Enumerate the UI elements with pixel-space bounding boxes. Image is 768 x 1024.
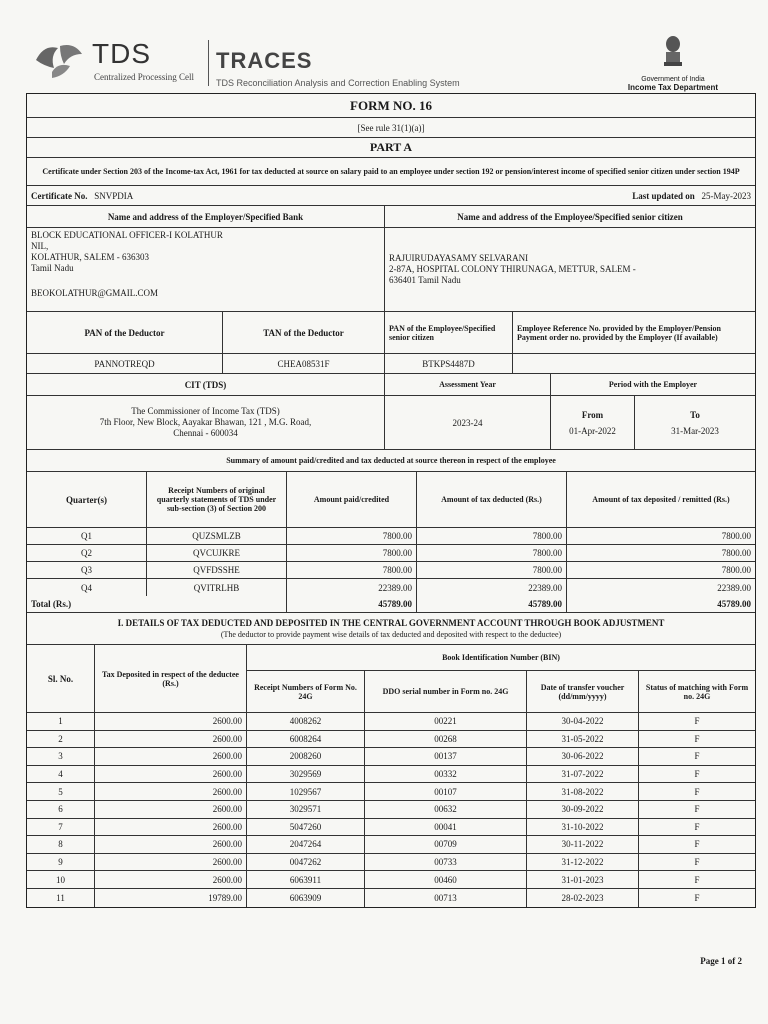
quarter-cell: Q2 (27, 545, 147, 561)
table-row (27, 528, 755, 545)
employee-address (385, 228, 755, 311)
cit-line3: Chennai - 600034 (173, 428, 238, 438)
emp-ref-label: Employee Reference No. provided by the Employer/Pension Payment order no. provided by the Employer (If available) (517, 323, 721, 342)
receipt-cell: 1029567 (247, 783, 365, 800)
traces-title: TRACES (216, 48, 313, 73)
bin-group (247, 645, 755, 712)
receipt-cell: 6008264 (247, 731, 365, 748)
table-row (27, 766, 755, 784)
table-row (27, 713, 755, 731)
sl-cell: 4 (27, 766, 95, 783)
date-cell: 30-09-2022 (527, 801, 639, 818)
pan-deductor: PANNOTREQD (27, 354, 223, 373)
period-to (635, 396, 755, 449)
tan-deductor: CHEA08531F (223, 354, 385, 373)
tds-logo-icon (30, 38, 86, 82)
national-emblem-icon (660, 34, 686, 70)
cit-line2: 7th Floor, New Block, Aayakar Bhawan, 121 , M.G. Road, (99, 417, 312, 427)
last-updated (632, 191, 751, 201)
table-row (27, 545, 755, 562)
status-cell: F (694, 821, 700, 832)
bin-h-sl: Sl. No. (27, 645, 95, 712)
status-cell: F (694, 769, 700, 780)
last-updated-label: Last updated on (632, 190, 695, 201)
ddo-cell: 00332 (365, 766, 527, 783)
to-value: 31-Mar-2023 (671, 425, 719, 436)
table-row (27, 854, 755, 872)
sl-cell: 1 (27, 713, 95, 730)
tax-cell: 2600.00 (95, 801, 247, 818)
to-label: To (690, 409, 700, 420)
date-cell: 31-05-2022 (527, 731, 639, 748)
employer-addr2: KOLATHUR, SALEM - 636303 (31, 252, 149, 262)
table-row (27, 731, 755, 749)
status-cell: F (694, 786, 700, 797)
employee-name: RAJUIRUDAYASAMY SELVARANI (389, 253, 529, 263)
employer-name: BLOCK EDUCATIONAL OFFICER-I KOLATHUR (31, 230, 223, 240)
ddo-cell: 00041 (365, 819, 527, 836)
tax-cell: 19789.00 (95, 889, 247, 907)
pan-employee: BTKPS4487D (385, 354, 513, 373)
date-cell: 31-07-2022 (527, 766, 639, 783)
sum-h-deducted: Amount of tax deducted (Rs.) (417, 472, 567, 527)
traces-subtitle: TDS Reconciliation Analysis and Correction Enabling System (216, 78, 460, 88)
ddo-cell: 00107 (365, 783, 527, 800)
status-cell: F (694, 839, 700, 850)
tax-cell: 2600.00 (95, 871, 247, 888)
receipt-cell: QVCUJKRE (147, 545, 287, 561)
last-updated-value: 25-May-2023 (701, 190, 751, 201)
total-paid: 45789.00 (287, 596, 417, 612)
table-row (27, 801, 755, 819)
bin-h-status: Status of matching with Form no. 24G (645, 682, 749, 701)
assessment-year: 2023-24 (385, 396, 551, 449)
from-label: From (581, 409, 604, 420)
tax-cell: 2600.00 (95, 766, 247, 783)
paid-cell: 7800.00 (287, 562, 417, 578)
goi-line: Government of India (641, 76, 705, 83)
receipt-cell: QVITRLHB (147, 579, 287, 596)
sum-h-quarter: Quarter(s) (27, 472, 147, 527)
table-row (27, 579, 755, 596)
status-cell: F (694, 733, 700, 744)
sum-h-paid: Amount paid/credited (287, 472, 417, 527)
period-label: Period with the Employer (608, 380, 698, 389)
date-cell: 31-08-2022 (527, 783, 639, 800)
status-cell: F (694, 874, 700, 885)
employer-addr3: Tamil Nadu (31, 263, 74, 273)
ddo-cell: 00221 (365, 713, 527, 730)
paid-cell: 22389.00 (287, 579, 417, 596)
table-row (27, 783, 755, 801)
cit-line1: The Commissioner of Income Tax (TDS) (131, 406, 280, 416)
bin-h-date: Date of transfer voucher (dd/mm/yyyy) (527, 671, 639, 712)
status-cell: F (694, 716, 700, 727)
deducted-cell: 22389.00 (417, 579, 567, 596)
receipt-cell: 6063909 (247, 889, 365, 907)
ddo-cell: 00632 (365, 801, 527, 818)
deposited-cell: 22389.00 (717, 582, 751, 593)
receipt-cell: QUZSMLZB (147, 528, 287, 544)
receipt-cell: 0047262 (247, 854, 365, 871)
cit-address (27, 396, 385, 449)
deducted-cell: 7800.00 (417, 562, 567, 578)
paid-cell: 7800.00 (287, 528, 417, 544)
employer-addr1: NIL, (31, 241, 49, 251)
certificate-no (31, 191, 133, 201)
bin-rows (27, 713, 755, 907)
bin-h-group: Book Identification Number (BIN) (247, 645, 755, 671)
sl-cell: 9 (27, 854, 95, 871)
receipt-cell: 5047260 (247, 819, 365, 836)
date-cell: 28-02-2023 (527, 889, 639, 907)
ddo-cell: 00460 (365, 871, 527, 888)
date-cell: 30-04-2022 (527, 713, 639, 730)
sl-cell: 3 (27, 748, 95, 765)
sl-cell: 11 (27, 889, 95, 907)
status-cell: F (694, 892, 700, 903)
tax-cell: 2600.00 (95, 836, 247, 853)
certificate-row (27, 186, 755, 205)
status-cell: F (694, 857, 700, 868)
sl-cell: 10 (27, 871, 95, 888)
tds-subtitle: Centralized Processing Cell (94, 72, 194, 82)
ddo-cell: 00268 (365, 731, 527, 748)
deposited-cell: 7800.00 (721, 548, 751, 558)
tax-cell: 2600.00 (95, 713, 247, 730)
bin-h-receipt: Receipt Numbers of Form No. 24G (247, 671, 365, 712)
quarter-cell: Q4 (27, 579, 147, 596)
ddo-cell: 00709 (365, 836, 527, 853)
ay-label: Assessment Year (385, 374, 551, 395)
total-label: Total (Rs.) (27, 596, 287, 612)
total-deposited: 45789.00 (717, 599, 751, 609)
from-value: 01-Apr-2022 (569, 425, 616, 436)
employee-header: Name and address of the Employee/Specified senior citizen (457, 211, 683, 222)
part-title: PART A (369, 140, 413, 154)
receipt-cell: 3029571 (247, 801, 365, 818)
itd-line: Income Tax Department (627, 83, 718, 92)
tax-cell: 2600.00 (95, 748, 247, 765)
ddo-cell: 00137 (365, 748, 527, 765)
quarter-cell: Q1 (27, 528, 147, 544)
quarter-rows (27, 528, 755, 596)
quarter-cell: Q3 (27, 562, 147, 578)
bin-h-tax: Tax Deposited in respect of the deductee (Rs.) (95, 645, 247, 712)
deposited-cell: 7800.00 (721, 565, 751, 575)
sl-cell: 6 (27, 801, 95, 818)
receipt-cell: 2008260 (247, 748, 365, 765)
tds-logo-text: TDS (92, 38, 151, 69)
pan-employee-label: PAN of the Employee/Specified senior citizen (385, 312, 513, 353)
tax-cell: 2600.00 (95, 731, 247, 748)
sum-h-receipt: Receipt Numbers of original quarterly statements of TDS under sub-section (3) of Section 200 (147, 472, 287, 527)
bin-h-ddo: DDO serial number in Form no. 24G (365, 671, 527, 712)
date-cell: 31-10-2022 (527, 819, 639, 836)
certificate-no-label: Certificate No. (31, 190, 88, 201)
table-row (27, 889, 755, 907)
sl-cell: 7 (27, 819, 95, 836)
cit-label: CIT (TDS) (27, 374, 385, 395)
rule-ref: [See rule 31(1)(a)] (357, 122, 425, 133)
form-title: FORM NO. 16 (350, 97, 432, 113)
form16-document (26, 93, 756, 908)
page-header (26, 34, 726, 92)
pan-deductor-label: PAN of the Deductor (27, 312, 223, 353)
paid-cell: 7800.00 (287, 545, 417, 561)
employee-addr2: 636401 Tamil Nadu (389, 275, 461, 285)
employee-addr1: 2-87A, HOSPITAL COLONY THIRUNAGA, METTUR, SALEM - (389, 264, 636, 274)
table-row (27, 748, 755, 766)
goi-label (628, 76, 718, 93)
tax-cell: 2600.00 (95, 783, 247, 800)
employer-header: Name and address of the Employer/Specified Bank (27, 206, 385, 227)
status-cell: F (694, 804, 700, 815)
page-number: Page 1 of 2 (700, 956, 742, 966)
sl-cell: 8 (27, 836, 95, 853)
section1-header (27, 613, 755, 644)
employer-address (27, 228, 385, 311)
table-row (27, 562, 755, 579)
receipt-cell: 6063911 (247, 871, 365, 888)
status-cell: F (694, 751, 700, 762)
receipt-cell: 4008262 (247, 713, 365, 730)
summary-title: Summary of amount paid/credited and tax deducted at source thereon in respect of the employee (226, 456, 556, 465)
tax-cell: 2600.00 (95, 854, 247, 871)
receipt-cell: QVFDSSHE (147, 562, 287, 578)
date-cell: 30-06-2022 (527, 748, 639, 765)
certificate-text: Certificate under Section 203 of the Income-tax Act, 1961 for tax deducted at source on salary paid to an employee under section 192 or pension/interest income of specified senior citizen under section 194P (42, 167, 740, 176)
table-row (27, 819, 755, 837)
sum-h-deposited: Amount of tax deposited / remitted (Rs.) (592, 495, 730, 504)
deducted-cell: 7800.00 (417, 545, 567, 561)
ddo-cell: 00733 (365, 854, 527, 871)
table-row (27, 871, 755, 889)
section1-title: I. DETAILS OF TAX DEDUCTED AND DEPOSITED IN THE CENTRAL GOVERNMENT ACCOUNT THROUGH BOOK ADJUSTMENT (117, 617, 665, 628)
sl-cell: 2 (27, 731, 95, 748)
header-divider (208, 40, 209, 86)
total-deducted: 45789.00 (417, 596, 567, 612)
date-cell: 31-12-2022 (527, 854, 639, 871)
receipt-cell: 3029569 (247, 766, 365, 783)
section1-sub: (The deductor to provide payment wise details of tax deducted and deposited with respect to the deductee) (220, 629, 562, 639)
date-cell: 30-11-2022 (527, 836, 639, 853)
emp-ref-value (513, 354, 755, 373)
deducted-cell: 7800.00 (417, 528, 567, 544)
table-row (27, 836, 755, 854)
employer-email: BEOKOLATHUR@GMAIL.COM (31, 288, 159, 298)
sl-cell: 5 (27, 783, 95, 800)
ddo-cell: 00713 (365, 889, 527, 907)
date-cell: 31-01-2023 (527, 871, 639, 888)
certificate-no-value: SNVPDIA (94, 190, 134, 201)
tan-deductor-label: TAN of the Deductor (223, 312, 385, 353)
receipt-cell: 2047264 (247, 836, 365, 853)
deposited-cell: 7800.00 (721, 531, 751, 541)
period-from (551, 396, 635, 449)
tax-cell: 2600.00 (95, 819, 247, 836)
